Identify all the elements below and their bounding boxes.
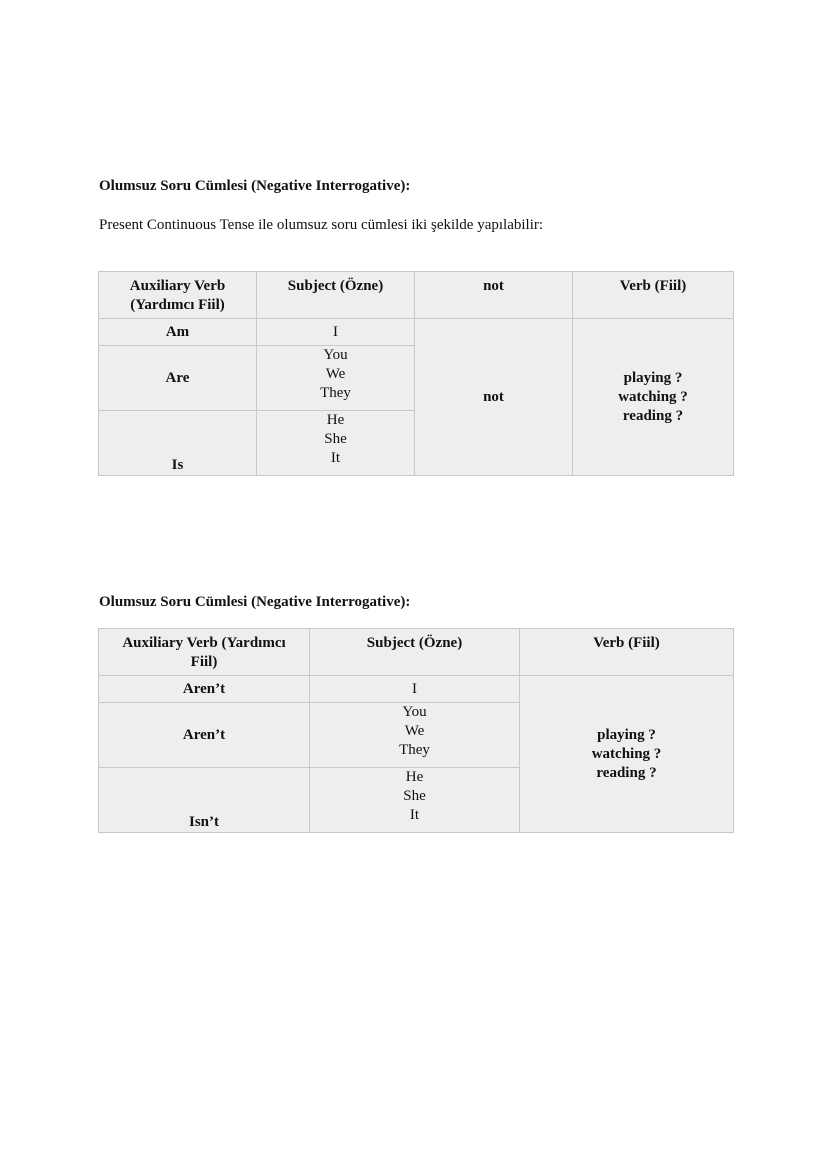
aux-cell: Isn’t bbox=[99, 768, 310, 833]
header-subject: Subject (Özne) bbox=[257, 272, 415, 319]
table-negative-interrogative-1 bbox=[98, 271, 734, 476]
aux-cell: Are bbox=[99, 346, 257, 411]
verb-cell: playing ? watching ? reading ? bbox=[520, 676, 734, 833]
subject-cell: He She It bbox=[310, 768, 520, 833]
subject-cell: He She It bbox=[257, 411, 415, 476]
not-cell: not bbox=[415, 319, 573, 476]
section1-heading: Olumsuz Soru Cümlesi (Negative Interrogative): bbox=[99, 178, 411, 194]
subject-cell: I bbox=[257, 319, 415, 346]
section2-heading: Olumsuz Soru Cümlesi (Negative Interrogative): bbox=[99, 594, 411, 610]
verb-cell: playing ? watching ? reading ? bbox=[573, 319, 734, 476]
header-subject: Subject (Özne) bbox=[310, 629, 520, 676]
table-row bbox=[99, 319, 734, 346]
table-header-row bbox=[99, 629, 734, 676]
aux-cell: Aren’t bbox=[99, 703, 310, 768]
aux-cell: Am bbox=[99, 319, 257, 346]
aux-cell: Is bbox=[99, 411, 257, 476]
subject-cell: You We They bbox=[310, 703, 520, 768]
header-verb: Verb (Fiil) bbox=[520, 629, 734, 676]
table-row bbox=[99, 676, 734, 703]
subject-cell: I bbox=[310, 676, 520, 703]
header-auxiliary-verb: Auxiliary Verb (Yardımcı Fiil) bbox=[99, 629, 310, 676]
aux-cell: Aren’t bbox=[99, 676, 310, 703]
header-verb: Verb (Fiil) bbox=[573, 272, 734, 319]
section1-intro: Present Continuous Tense ile olumsuz soru cümlesi iki şekilde yapılabilir: bbox=[99, 217, 544, 233]
header-auxiliary-verb: Auxiliary Verb (Yardımcı Fiil) bbox=[99, 272, 257, 319]
subject-cell: You We They bbox=[257, 346, 415, 411]
table-negative-interrogative-2 bbox=[98, 628, 734, 833]
header-not: not bbox=[415, 272, 573, 319]
table-header-row bbox=[99, 272, 734, 319]
